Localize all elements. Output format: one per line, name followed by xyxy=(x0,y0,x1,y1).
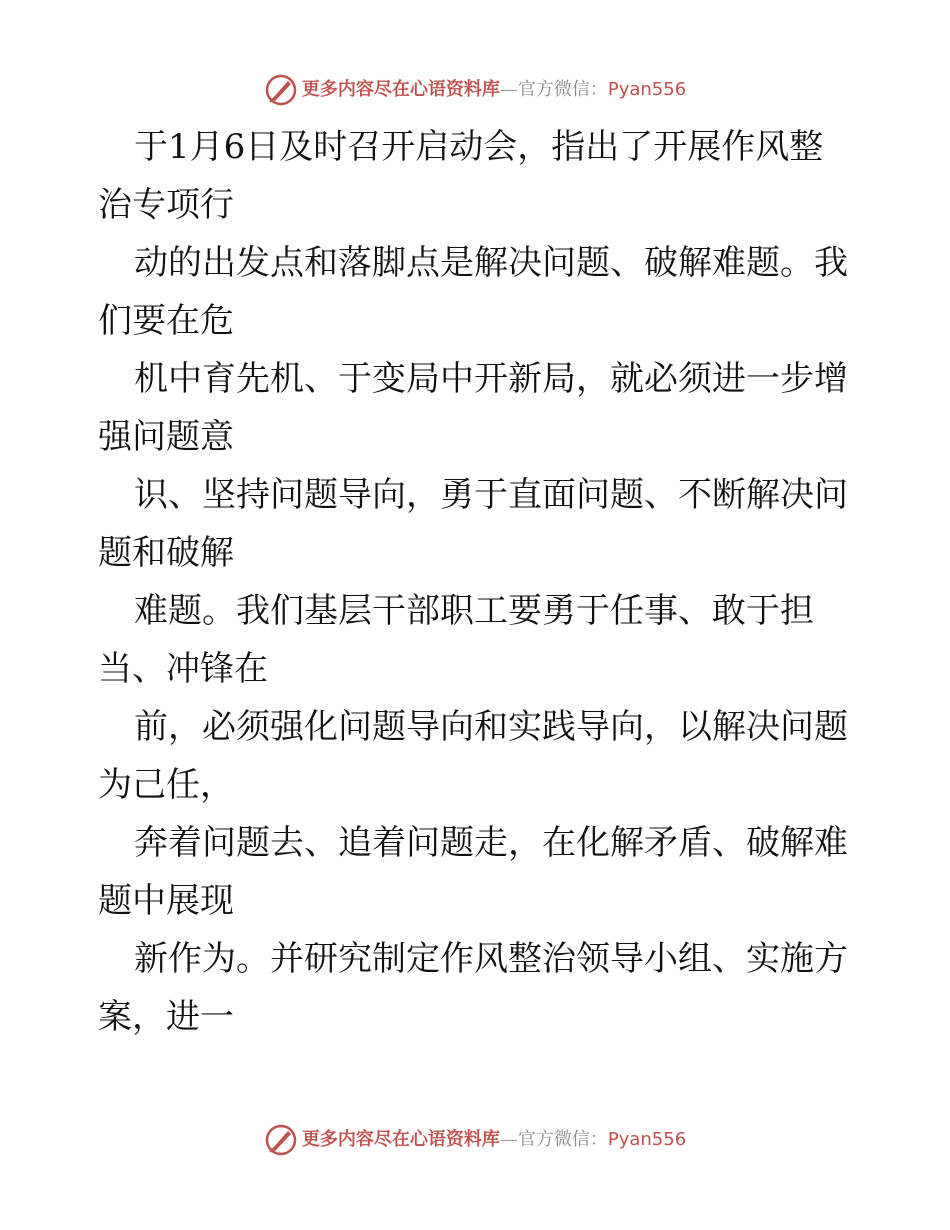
quill-logo-icon xyxy=(264,73,298,107)
text-line: 于1月6日及时召开启动会，指出了开展作风整 xyxy=(134,127,824,167)
text-line: 治专项行 xyxy=(98,185,234,225)
text-line: 新作为。并研究制定作风整治领导小组、实施方 xyxy=(134,939,848,979)
text-line: 案，进一 xyxy=(98,997,234,1037)
banner-dash: — xyxy=(499,79,518,100)
text-line: 题和破解 xyxy=(98,533,234,573)
text-line: 难题。我们基层干部职工要勇于任事、敢于担 xyxy=(134,591,814,631)
text-line: 为己任， xyxy=(98,765,234,805)
document-body xyxy=(98,118,858,1046)
text-line: 当、冲锋在 xyxy=(98,649,268,689)
header-banner xyxy=(0,70,950,110)
banner-brand: 更多内容尽在心语资料库 xyxy=(301,1129,500,1150)
text-line: 机中育先机、于变局中开新局，就必须进一步增 xyxy=(134,359,848,399)
banner-wechat-id: Pyan556 xyxy=(607,1129,687,1150)
banner-brand: 更多内容尽在心语资料库 xyxy=(301,79,500,100)
banner-label: 官方微信： xyxy=(517,1129,608,1150)
banner-label: 官方微信： xyxy=(517,79,608,100)
text-line: 题中展现 xyxy=(98,881,234,921)
text-line: 强问题意 xyxy=(98,417,234,457)
text-line: 识、坚持问题导向，勇于直面问题、不断解决问 xyxy=(134,475,848,515)
text-line: 奔着问题去、追着问题走，在化解矛盾、破解难 xyxy=(134,823,848,863)
text-line: 动的出发点和落脚点是解决问题、破解难题。我 xyxy=(134,243,848,283)
quill-logo-icon xyxy=(264,1123,298,1157)
footer-banner xyxy=(0,1120,950,1160)
text-line: 们要在危 xyxy=(98,301,234,341)
banner-wechat-id: Pyan556 xyxy=(607,79,687,100)
banner-dash: — xyxy=(499,1129,518,1150)
text-line: 前，必须强化问题导向和实践导向，以解决问题 xyxy=(134,707,848,747)
